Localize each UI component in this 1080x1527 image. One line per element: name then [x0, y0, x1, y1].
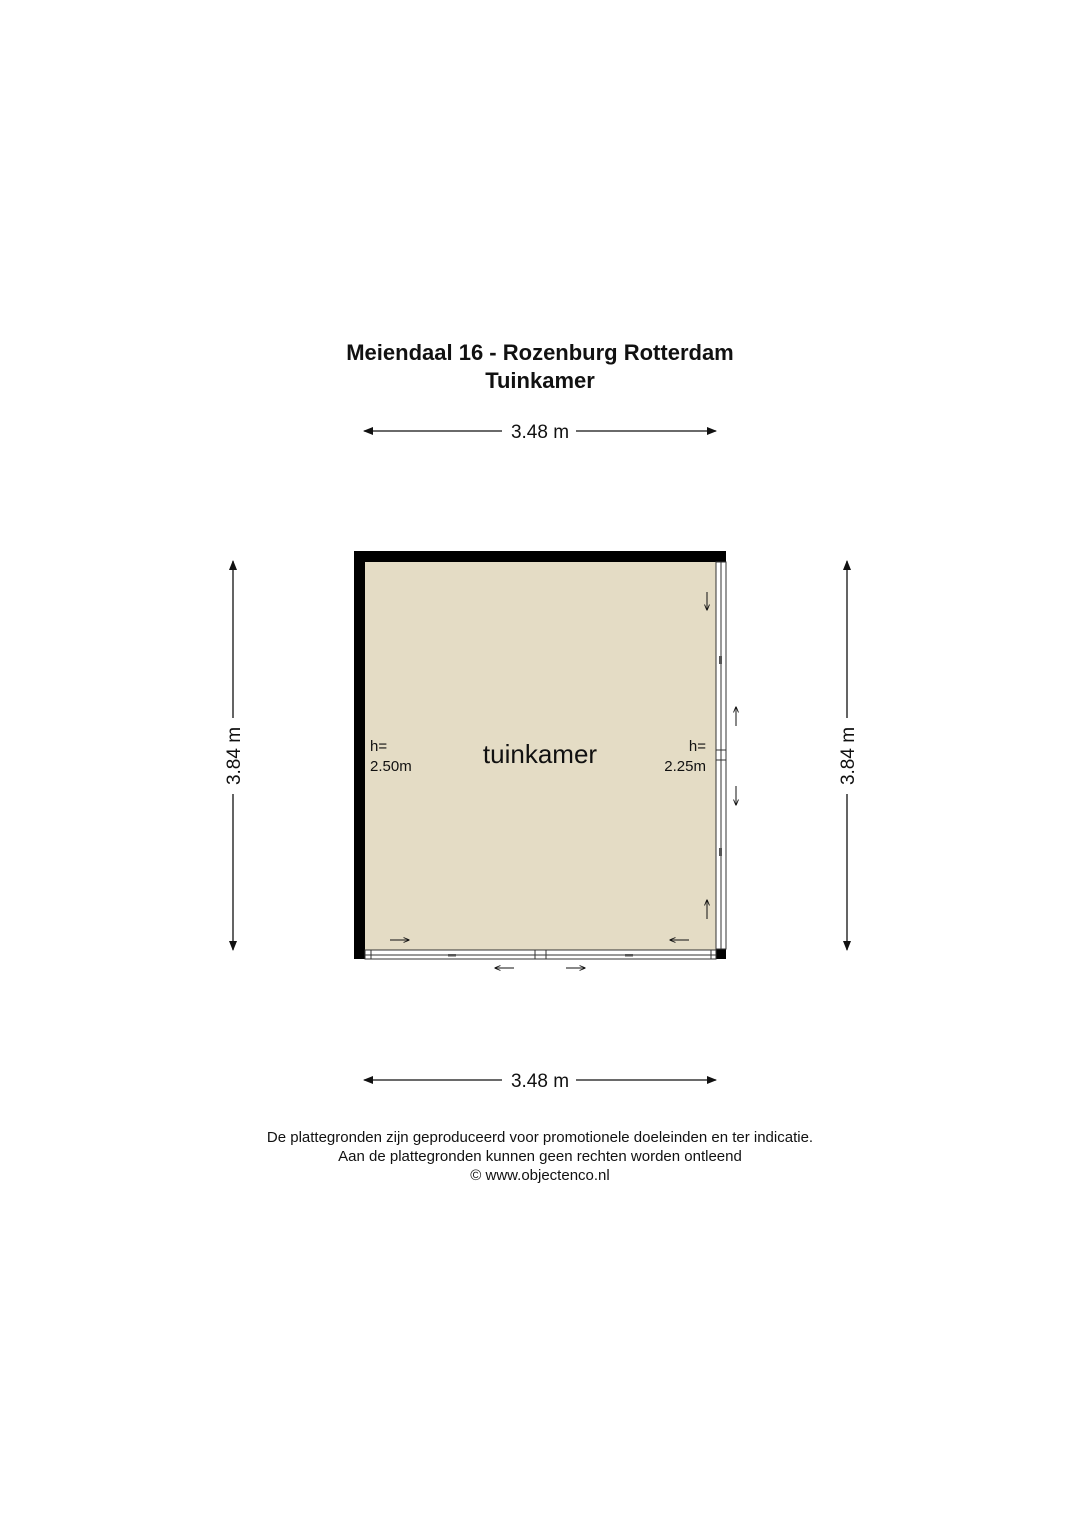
height-right-label: h=: [688, 738, 706, 755]
dimension-bottom-label: 3.48 m: [510, 1071, 570, 1092]
dimension-left-label: 3.84 m: [224, 726, 245, 786]
disclaimer-line-1: De plattegronden zijn geproduceerd voor promotionele doeleinden en ter indicatie.: [266, 1129, 814, 1146]
height-left-label: h=: [370, 738, 388, 755]
disclaimer-line-2: Aan de plattegronden kunnen geen rechten worden ontleend: [338, 1148, 742, 1165]
dimension-top: [364, 422, 716, 443]
dimension-top-label: 3.48 m: [510, 422, 570, 443]
right-sliding-window: [716, 562, 726, 949]
plan-address-title: Meiendaal 16 - Rozenburg Rotterdam: [346, 340, 734, 365]
dimension-left: [224, 561, 245, 950]
height-right-value: 2.25m: [664, 758, 706, 775]
dimension-right-label: 3.84 m: [838, 726, 859, 786]
copyright-line: © www.objectenco.nl: [470, 1167, 610, 1184]
dimension-bottom: [364, 1071, 716, 1092]
plan-floor-title: Tuinkamer: [485, 368, 595, 393]
room-name-label: tuinkamer: [482, 739, 598, 769]
dimension-right: [838, 561, 859, 950]
height-left-value: 2.50m: [370, 758, 412, 775]
bottom-sliding-window: [365, 950, 716, 959]
